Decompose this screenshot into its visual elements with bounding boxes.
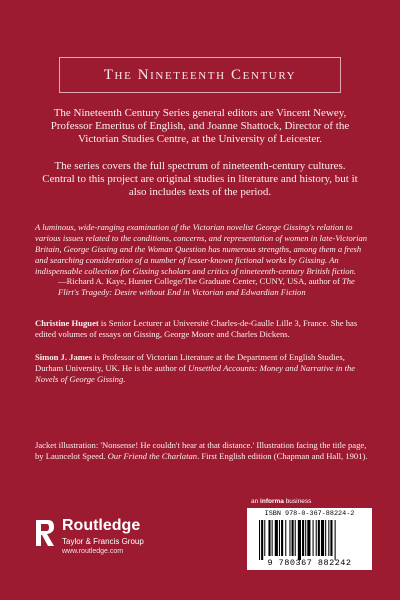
endorsement-attribution [58, 276, 376, 298]
barcode-bar [316, 520, 317, 556]
editor-bio-end: . [123, 374, 126, 384]
jacket-text-end: . First English edition (Chapman and Hall, 1901). [197, 451, 368, 461]
barcode-bar [318, 520, 320, 556]
isbn-barcode [247, 508, 372, 570]
routledge-logo-icon [34, 518, 56, 548]
publisher-group: Taylor & Francis Group [62, 537, 144, 546]
publisher-name: Routledge [62, 517, 141, 534]
routledge-logo [34, 512, 194, 564]
barcode-bar [307, 520, 310, 556]
series-title: The Nineteenth Century [103, 66, 297, 83]
editor-bio-text: is Senior Lecturer at Université Charles-de-Gaulle Lille 3, France. She has edited volumes of essays on Gissing, George Moore and Charles Dickens. [35, 318, 358, 339]
barcode-bar [268, 520, 270, 556]
series-scope-paragraph: The series covers the full spectrum of nineteenth-century cultures. Central to this project are original studies in literature and history, but it also includes texts of the period. [42, 160, 358, 198]
barcode-digits: 9 780367 882242 [267, 558, 352, 568]
editor-name: Simon J. James [35, 352, 93, 362]
barcode-bar [302, 520, 304, 556]
barcode-bar [289, 520, 290, 556]
barcode-bar [292, 520, 294, 556]
informa-imprint [251, 498, 311, 505]
editor-bio-text: is Professor of Victorian Literature at the Department of English Studies, Durham University, UK. He is the author of [35, 352, 345, 373]
barcode-bar [328, 520, 329, 556]
attribution-book-title: The Flirt's Tragedy: Desire without End in Victorian and Edwardian Fiction [58, 276, 355, 297]
barcode-bar [325, 520, 326, 556]
barcode-bar [281, 520, 283, 556]
jacket-text-start: Jacket illustration: 'Nonsense! He couldn't hear at that distance.' Illustration facing the title page, by Launcelot Speed. [35, 440, 367, 461]
barcode-bar [305, 520, 306, 556]
barcode-bar [261, 520, 263, 560]
endorsement-quote: A luminous, wide-ranging examination of the Victorian novelist George Gissing's relation to various issues related to the conditions, concerns, and representation of women in late-Victorian Britain, George Gissing and the Woman Question has numerous strengths, among them a fresh and searching consideration of a number of lesser-known fictional works by Gissing. An indispensable collection for Gissing scholars and critics of nineteenth-century British fiction. [35, 222, 368, 276]
editor-bio-huguet [35, 318, 375, 340]
series-title-box [59, 57, 341, 93]
imprint-informa: informa [260, 498, 284, 505]
editor-book-title: Unsettled Accounts: Money and Narrative in the Novels of George Gissing [35, 363, 356, 384]
barcode-bar [275, 520, 278, 556]
barcode-bar [264, 520, 265, 556]
barcode-bar [279, 520, 280, 556]
barcode-bar [321, 520, 324, 556]
barcode-bar [313, 520, 314, 556]
jacket-book-title: Our Friend the Charlatan [107, 451, 198, 461]
series-editors-paragraph: The Nineteenth Century Series general editors are Vincent Newey, Professor Emeritus of English, and Joanne Shattock, Director of the Victorian Studies Centre, at the University of Leicester. [50, 107, 350, 145]
barcode-bar [295, 520, 296, 556]
imprint-prefix: an [251, 498, 261, 505]
barcode-bar [259, 520, 260, 560]
barcode-bar [330, 520, 332, 556]
barcode-bar [272, 520, 273, 556]
imprint-suffix: business [283, 498, 312, 505]
editor-name: Christine Huguet [35, 318, 99, 328]
publisher-url: www.routledge.com [62, 548, 124, 555]
attribution-prefix: —Richard A. Kaye, Hunter College/The Graduate Center, CUNY, USA, author of [58, 276, 342, 286]
editor-bio-james [35, 352, 375, 385]
jacket-illustration-credit [35, 440, 375, 462]
isbn-label: ISBN 978-0-367-88224-2 [264, 510, 355, 518]
barcode-bars [259, 520, 364, 560]
barcode-bar [285, 520, 286, 556]
barcode-bar [335, 520, 336, 560]
barcode-bar [298, 520, 301, 560]
